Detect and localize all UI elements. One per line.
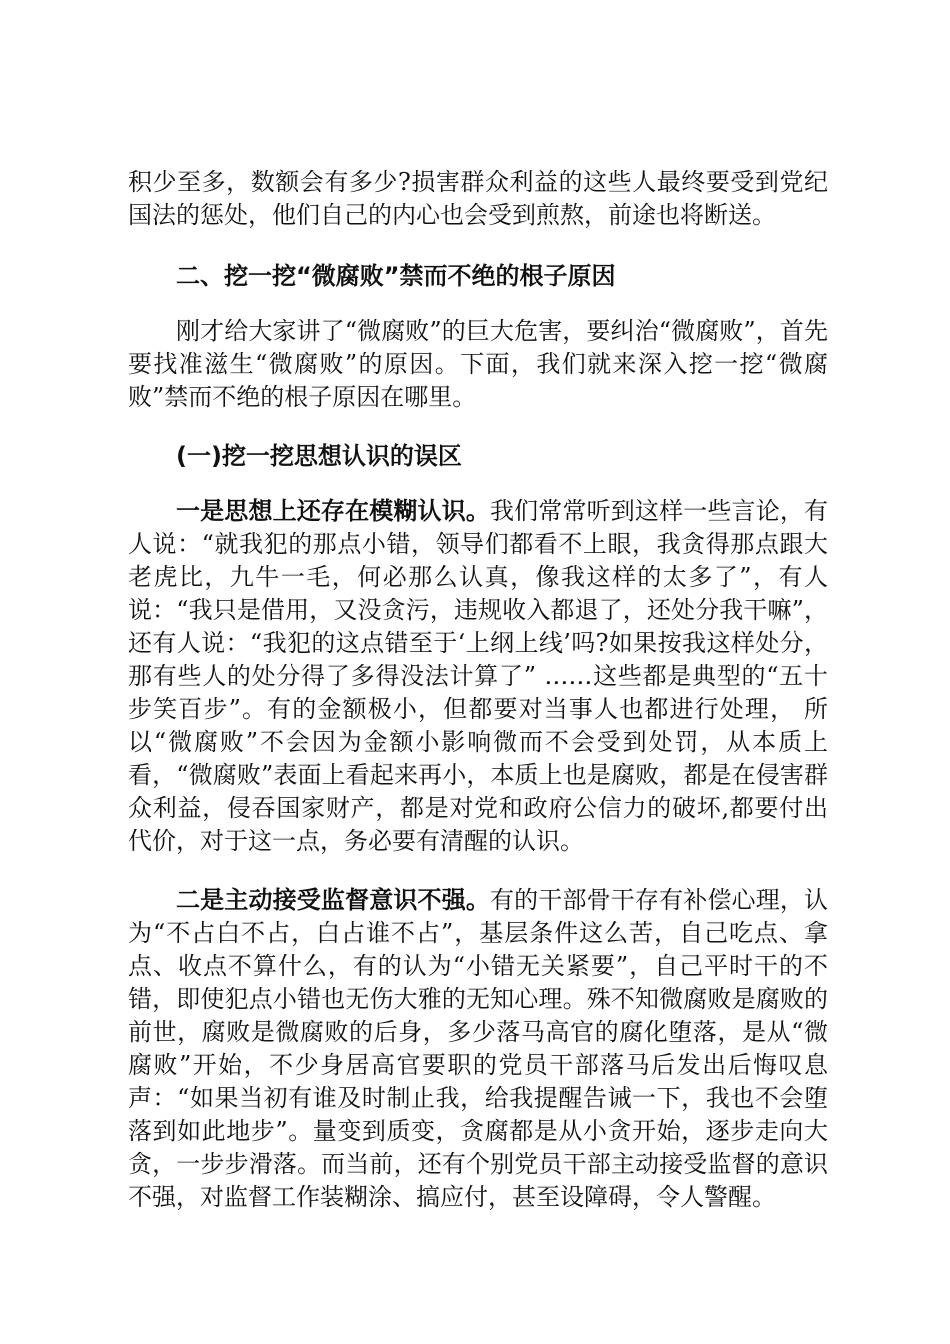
continued-paragraph: 积少至多，数额会有多少?损害群众利益的这些人最终要受到党纪国法的惩处，他们自己的内心也会受到煎熬，前途也将断送。	[128, 168, 828, 229]
point-one-body: 我们常常听到这样一些言论，有人说：“就我犯的那点小错，领导们都看不上眼，我贪得那点跟大老虎比，九牛一毛，何必那么认真，像我这样的太多了”，有人说：“我只是借用，又没贪污，违规收入都退了，还处分我干嘛”，还有人说：“我犯的这点错至于‘上纲上线’吗?如果按我这样处分，那有些人的处分得了多得没法计算了” ……这些都是典型的“五十步笑百步”。有的金额极小，但都要对当事人也都进行处理， 所以“微腐败”不会因为金额小影响微而不会受到处罚，从本质上看，“微腐败”表面上看起来再小，本质上也是腐败，都是在侵害群众利益，侵吞国家财产，都是对党和政府公信力的破坏,都要付出代价，对于这一点，务必要有清醒的认识。	[128, 497, 828, 855]
point-one-lead: 一是思想上还存在模糊认识。	[176, 497, 490, 525]
document-page	[128, 166, 828, 1214]
section-heading: 二、挖一挖“微腐败”禁而不绝的根子原因	[176, 262, 616, 290]
point-one-paragraph	[128, 495, 828, 858]
subsection-heading: (一)挖一挖思想认识的误区	[176, 442, 462, 470]
point-two-body: 有的干部骨干存有补偿心理，认为“不占白不占，白占谁不占”，基层条件这么苦，自己吃点、拿点、收点不算什么，有的认为“小错无关紧要”，自己平时干的不错，即使犯点小错也无伤大雅的无知心理。殊不知微腐败是腐败的前世，腐败是微腐败的后身，多少落马高官的腐化堕落，是从“微腐败”开始，不少身居高官要职的党员干部落马后发出后悔叹息声：“如果当初有谁及时制止我，给我提醒告诫一下，我也不会堕落到如此地步”。量变到质变，贪腐都是从小贪开始，逐步走向大贪，一步步滑落。而当前，还有个别党员干部主动接受监督的意识不强，对监督工作装糊涂、搞应付，甚至设障碍，令人警醒。	[128, 886, 828, 1211]
point-two-lead: 二是主动接受监督意识不强。	[176, 886, 490, 914]
intro-paragraph: 刚才给大家讲了“微腐败”的巨大危害，要纠治“微腐败”，首先要找准滋生“微腐败”的原因。下面，我们就来深入挖一挖“微腐败”禁而不绝的根子原因在哪里。	[128, 317, 828, 411]
point-two-paragraph	[128, 884, 828, 1214]
